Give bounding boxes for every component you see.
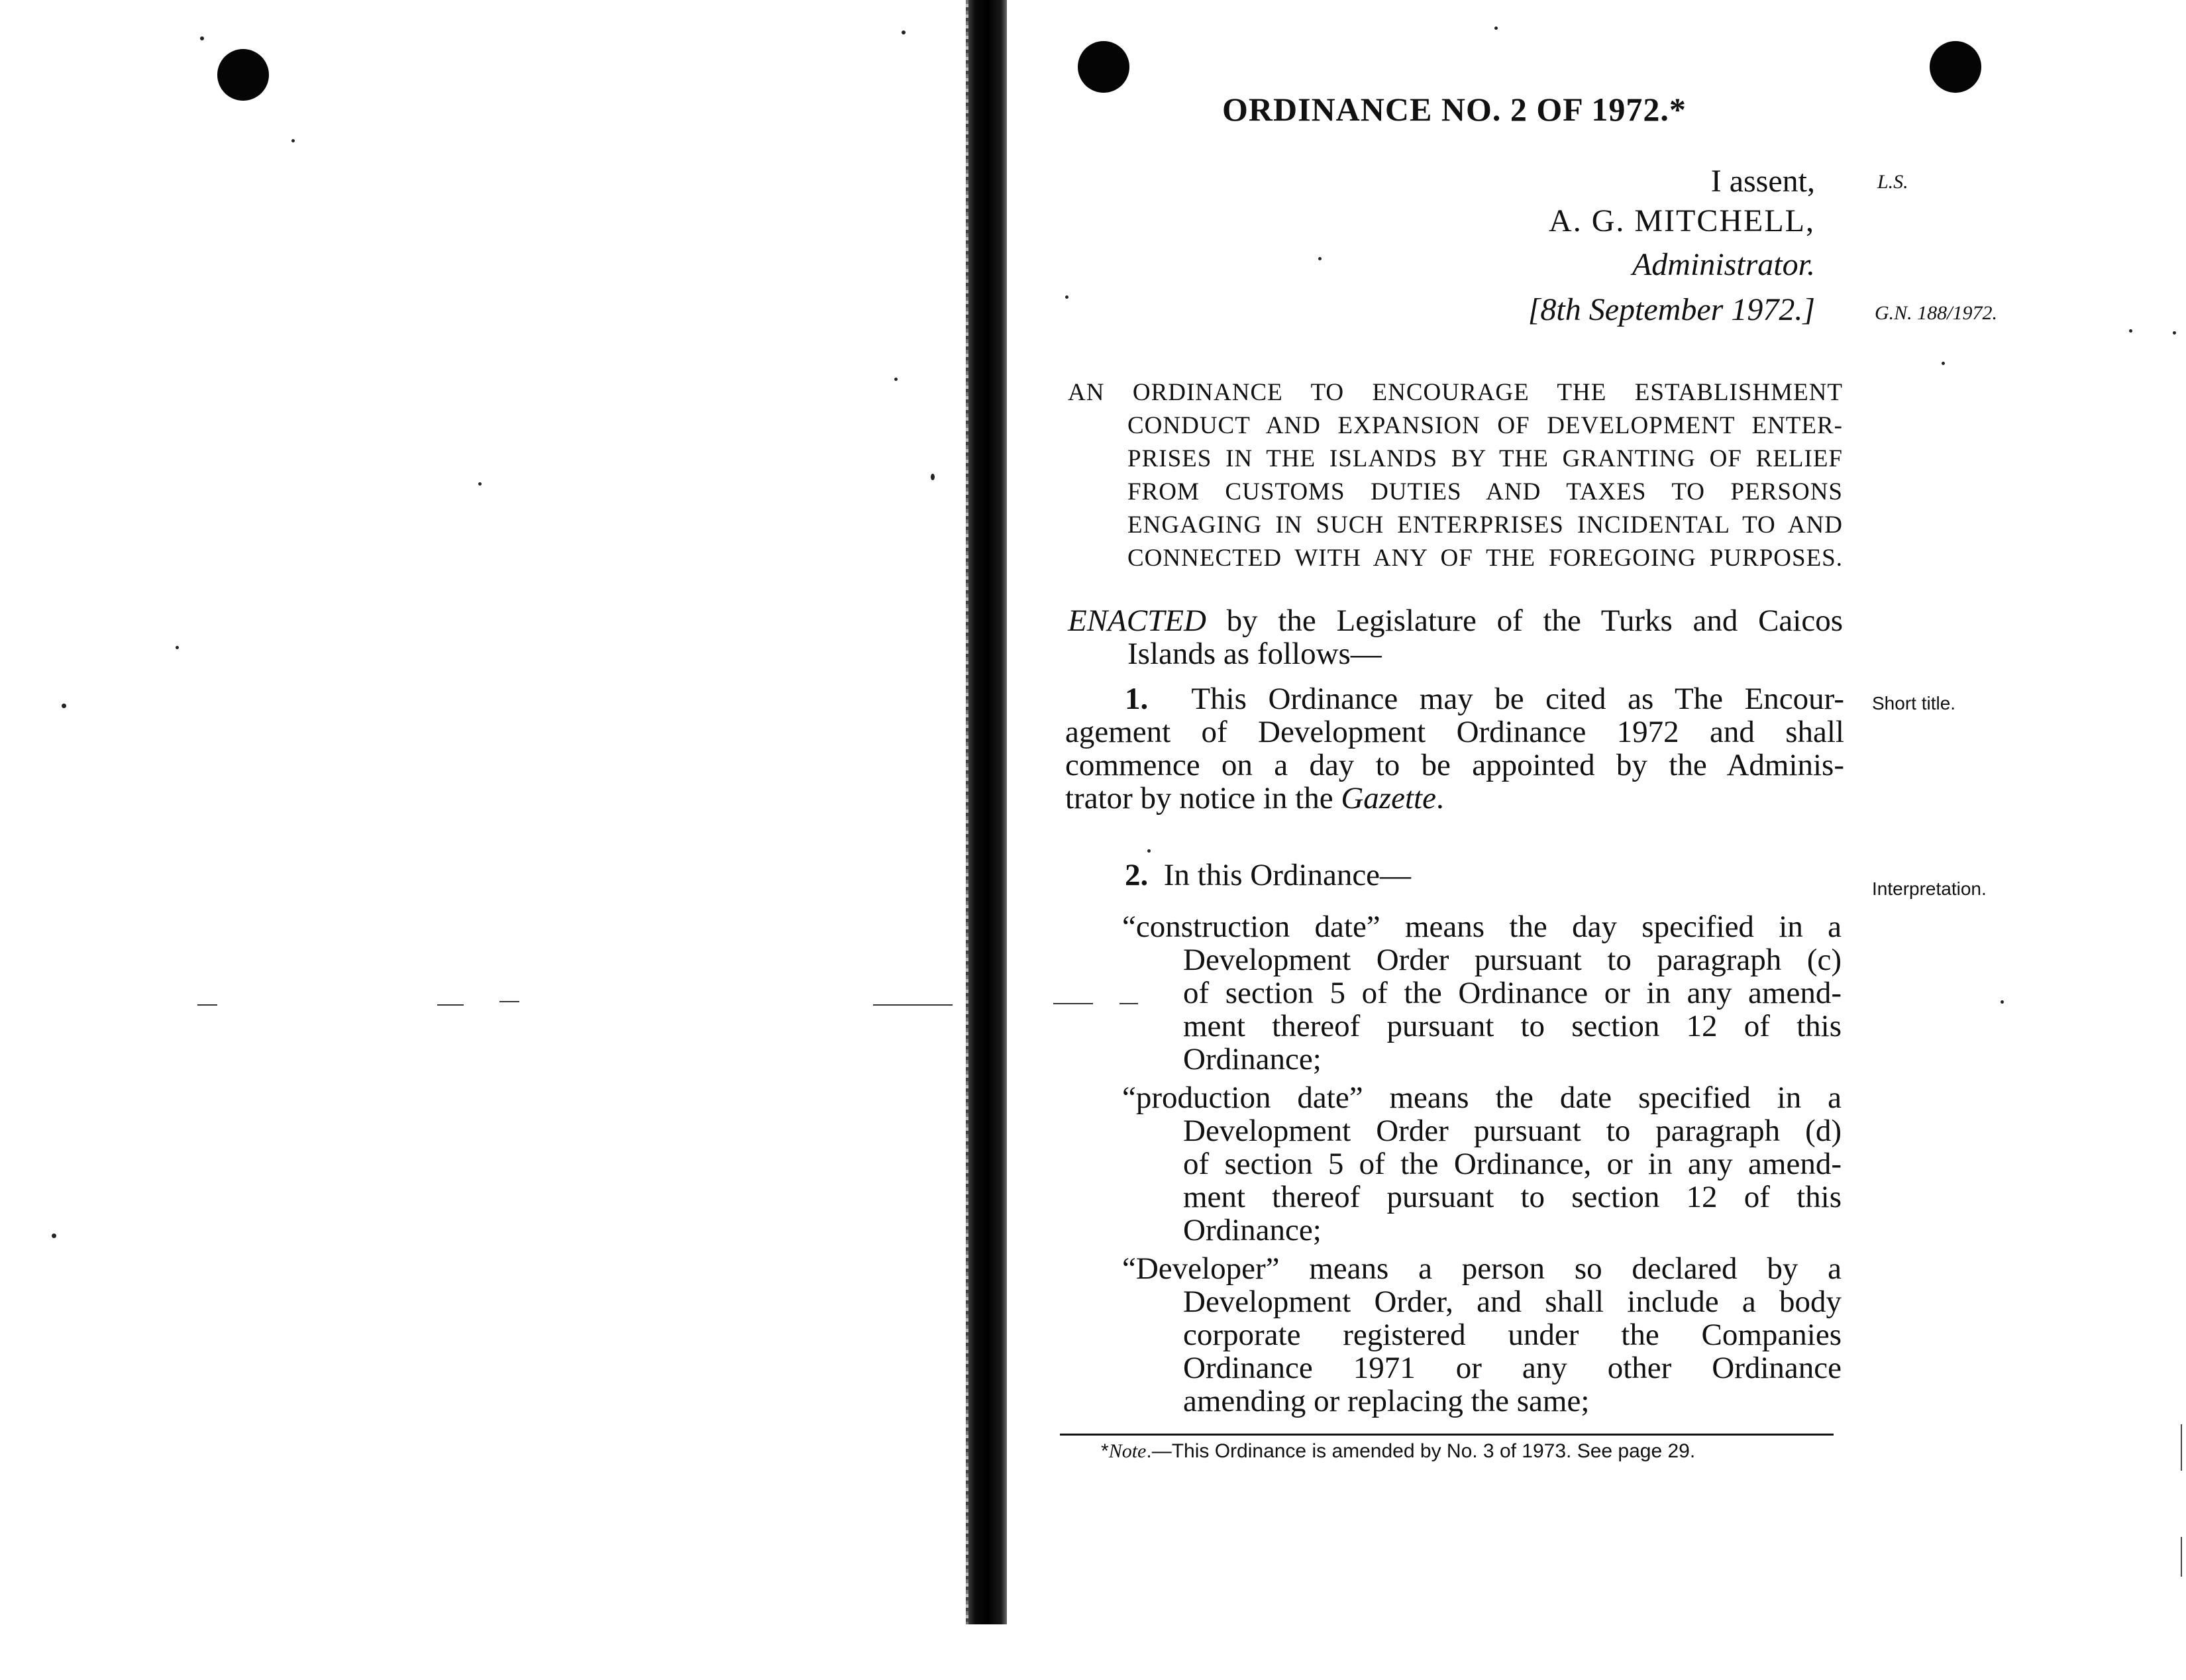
binding-spine: [968, 0, 1007, 1624]
footnote-note-word: Note: [1108, 1440, 1147, 1462]
enacting-line: Islands as follows—: [1127, 637, 1382, 671]
assent-name: A. G. MITCHELL,: [1549, 203, 1815, 238]
footnote-rule: [1060, 1434, 1834, 1436]
scan-speck: [1494, 26, 1498, 30]
section-line: commence on a day to be appointed by the Adminis-: [1065, 748, 1844, 782]
definition-line: amending or replacing the same;: [1183, 1384, 1590, 1418]
section-line: trator by notice in the: [1065, 781, 1341, 815]
definition-line: Ordinance;: [1183, 1042, 1322, 1076]
scan-speck: [2173, 331, 2176, 335]
scan-dash: [1053, 1003, 1093, 1004]
scan-speck: [1147, 849, 1151, 853]
definition-line: Development Order, and shall include a body: [1183, 1285, 1842, 1319]
scan-speck: [1065, 295, 1068, 299]
long-title-line: FROM CUSTOMS DUTIES AND TAXES TO PERSONS: [1127, 478, 1843, 505]
scan-speck: [902, 30, 906, 34]
long-title-line: CONDUCT AND EXPANSION OF DEVELOPMENT ENTER-: [1127, 412, 1843, 439]
scan-dash: [499, 1001, 519, 1002]
definition-line: corporate registered under the Companies: [1183, 1318, 1842, 1352]
margin-note-seal: L.S.: [1877, 171, 1908, 193]
definition-line: “production date” means the date specified in a: [1122, 1080, 1842, 1115]
definition-production-date: [1122, 1081, 1842, 1247]
scan-speck: [931, 474, 935, 480]
scan-speck: [478, 482, 482, 486]
scan-mark: [2181, 1424, 2182, 1471]
footnote-marker: *: [1101, 1440, 1109, 1462]
definition-line: Ordinance;: [1183, 1213, 1322, 1247]
assent-office: Administrator.: [1632, 247, 1815, 282]
section-line-end: .: [1435, 781, 1444, 815]
scan-speck: [176, 646, 179, 649]
margin-note-interpretation: Interpretation.: [1872, 878, 1987, 899]
ordinance-title: ORDINANCE NO. 2 OF 1972.*: [1222, 91, 1687, 128]
scan-speck: [200, 36, 204, 40]
scan-dash: [873, 1004, 953, 1006]
definition-line: “construction date” means the day specified in a: [1122, 910, 1842, 944]
margin-note-short-title: Short title.: [1872, 693, 1956, 713]
section-line: agement of Development Ordinance 1972 and shall: [1065, 715, 1844, 749]
enacting-clause: [1068, 604, 1843, 670]
scan-speck: [1942, 362, 1945, 365]
definition-line: “Developer” means a person so declared by a: [1122, 1251, 1842, 1286]
gazette-word: Gazette: [1341, 781, 1436, 815]
scan-speck: [1318, 257, 1322, 260]
definition-line: of section 5 of the Ordinance or in any amend-: [1183, 976, 1842, 1010]
long-title-line: AN ORDINANCE TO ENCOURAGE THE ESTABLISHMENT: [1068, 379, 1843, 406]
definition-line: ment thereof pursuant to section 12 of this: [1183, 1009, 1842, 1043]
definition-construction-date: [1122, 910, 1842, 1076]
scan-speck: [62, 704, 66, 708]
definition-line: Development Order pursuant to paragraph (c): [1183, 943, 1842, 977]
scan-dash: [197, 1004, 217, 1006]
punch-hole-right: [1930, 41, 1981, 93]
long-title-line: PRISES IN THE ISLANDS BY THE GRANTING OF RELIEF: [1127, 445, 1843, 472]
section-line: This Ordinance may be cited as The Encour-: [1191, 682, 1845, 716]
scan-speck: [52, 1234, 56, 1238]
section-1: [1065, 682, 1844, 815]
enacting-line: by the Legislature of the Turks and Caicos: [1206, 604, 1843, 638]
scan-speck: [894, 378, 898, 381]
punch-hole-center: [1078, 41, 1129, 93]
section-intro: In this Ordinance—: [1163, 858, 1412, 892]
definition-line: ment thereof pursuant to section 12 of this: [1183, 1180, 1842, 1214]
enacted-word: ENACTED: [1068, 604, 1206, 638]
scan-speck: [291, 139, 295, 142]
footnote: [1101, 1440, 1695, 1463]
scan-mark: [2181, 1537, 2182, 1577]
long-title: [1068, 376, 1843, 575]
definition-line: of section 5 of the Ordinance, or in any amend-: [1183, 1147, 1842, 1181]
definition-developer: [1122, 1252, 1842, 1418]
section-number: 2.: [1125, 858, 1149, 892]
scan-speck: [2001, 1000, 2004, 1004]
section-2-heading: [1125, 859, 1411, 892]
long-title-line: ENGAGING IN SUCH ENTERPRISES INCIDENTAL TO AND: [1127, 511, 1843, 539]
scan-dash: [437, 1004, 464, 1006]
margin-note-gazette: G.N. 188/1972.: [1875, 302, 1998, 324]
scan-speck: [2129, 329, 2132, 333]
definition-line: Development Order pursuant to paragraph (d): [1183, 1114, 1842, 1148]
assent-date: [8th September 1972.]: [1528, 292, 1815, 327]
punch-hole-left: [217, 49, 269, 101]
definition-line: Ordinance 1971 or any other Ordinance: [1183, 1351, 1842, 1385]
footnote-text: .—This Ordinance is amended by No. 3 of 1973. See page 29.: [1146, 1440, 1696, 1462]
section-number: 1.: [1125, 682, 1149, 716]
assent-statement: I assent,: [1710, 164, 1815, 199]
long-title-line: CONNECTED WITH ANY OF THE FOREGOING PURPOSES.: [1127, 545, 1843, 572]
